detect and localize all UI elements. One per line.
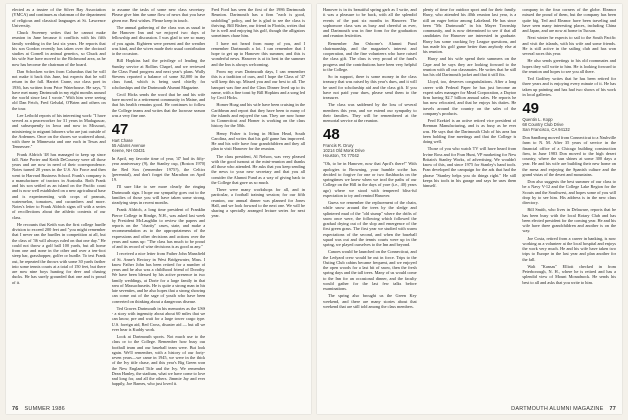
class-year-heading: 47 (111, 121, 129, 138)
issue-label: SUMMER 1986 (24, 406, 65, 412)
magazine-spread (6, 4, 622, 414)
address-line: Hart Chase (111, 138, 133, 143)
column-paragraph: Hanover is in its beautiful spring garb as I write, and it was a pleasure to be back, with all the splendid events of the past six months in Hanover. The sophomore class was as busy and cheerful as ever, and Dartmouth was in fine form for the graduation and reunion festivities. (323, 7, 417, 39)
column-paragraph: He also sends greetings to his old roommates and hopes they will write to him. He is looking forward to the reunion and hopes to see you all there. (522, 58, 617, 74)
right-col-1 (323, 7, 417, 403)
column-paragraph: "Oh, to be in Hanover, now that April's there!" With apologies to Browning, your humble scribe has decided to forgive for one or two flashbacks on the springtimes we knew when we trod the paths of our College on the Hill in the days of yore (i.e., 40) years ago) where we stood with tempered bliss-ful expectation to try and remind Hanover. (323, 161, 417, 198)
column-paragraph: The class was saddened by the loss of several members this year, and we extend our sympathy to their families. They will be remembered at the memorial service at the reunion. (323, 102, 417, 123)
column-paragraph: Don Sandberg moved from Connecticut to a Nashville farm to N. M. After 35 years of service in the financial office of a Chicago building construction firm, in June 1983 Don moved to the high desert country, where the sun shines at some 300 days a year. He and his wife are building their new home on the mesa and enjoying the Spanish culture and the grand vistas of the desert and mountains. (522, 135, 617, 177)
address-line: 68 Country Club Drive (522, 122, 564, 127)
right-col-3 (522, 7, 616, 403)
column-paragraph: Frank Aldrich '48 has managed to keep up since fall. Nate Porter and Keith DeCoursey were all those years and are now in need of their correspondence. Notes turned 20 years in the U.S. Air Force and then went to Harvard Business School. Frank's company is a manufacturer of tractors in Australia. Both Frank and his son settled as an island on the Pacific coast and is now well established on a new agricultural base and is experimenting with crops of peanuts, watermelon, tomatoes, and cucumbers and more. Notes's letter to Frank Aldrich signs off with a series of recollections about the athletic contests of our class. (12, 151, 106, 220)
column-paragraph: Don also suggests the best summer of our class to be a Navy V-12 and the College Lake Region for the Scouts and the Southwest, and hopes some of you will drop by to see him. His address is in the new class directory. (522, 179, 617, 205)
column-paragraph: Bill Smith, who lives in Delaware, reports that he has been busy with the local Rotary Club and has been elected president for the coming year. He and his wife have three grandchildren and another is on the way. (522, 207, 617, 234)
column-paragraph: Ferd Ezekiel is an active retired vice president of Brennan Manufacturing, and is as busy as he ever was. He says that the Dartmouth Club of his area has been holding fine meetings and that the College is doing well. (422, 118, 517, 144)
address-line: Keene, NH 03431 (111, 148, 145, 153)
column-paragraph: So in support, there is some money in the class treasury that was raised by this year's dues, and it will be used for scholarship aid and the class gift. If you have not paid your dues, please send them to the treasurer. (323, 74, 417, 100)
address-line: San Francisco, CA 94132 (522, 127, 570, 132)
column-paragraph: I have not heard from many of you, and I remember Dartmouth a lot. I can remember that I hope to get up to Hanover this summer, and this is wonderful news. Hanover is at its best in the summer and the Inn is always welcoming. (211, 40, 306, 67)
column-paragraph: Homer Hoag and his wife have been cruising in the Caribbean and report that they have been to many of the islands and enjoyed the sun. They are now home in Connecticut and Homer is working on the class history for the 50th. (211, 102, 306, 129)
column-paragraph: elected as a trustee of the Silver Bay Association (YMCA) and continues as chairman of the department of religious and classical languages at St. Lawrence University. (12, 7, 106, 28)
column-paragraph: Fred Ford has seen the first of the 1986 Dartmouth Reunion. Dartmouth has a firm "each is good, unfolding" policy, and he is glad to see the class is thriving. Bill Bisbee, our friend in Florida, writes that he is well and enjoying his golf, though the alligators sometimes chase him. (211, 7, 306, 39)
column-paragraph: I received a nice letter from Father John Mansfield of St. Anne's Rectory in West Bridgewater, Mass. I know Father John has been retired for a number of years and he also was a childhood friend of Dorothy. We have been blessed by his active presence in two family weddings, at Dorie for a large family in that area of Massachusetts. He is quite a strong man in his late seventies, and he also hopes that a strong showing can come out of the sage of youth who have been converted on thinking about a dangerous disease. (111, 251, 206, 304)
left-col-1 (12, 7, 106, 403)
column-paragraph: Frank Aldrich, a long time president of Franklin Pierce College in Rindge, N.H., was asked last week by President McLaughlin to review the papers and reports on the "charity" cases, state, and make a recommendation as to the appropriateness of the expressions and other decisions and actions over the years and sums up: "The class has much to be proud of and its record of wise decisions is as good as any." (111, 207, 206, 249)
class-year-heading: 49 (522, 100, 540, 117)
left-col-2 (112, 7, 206, 403)
column-paragraph: Harry and his wife spend their summers on the Cape and he says they are looking forward to the reunion with all our classmates. He writes that he still has his old Dartmouth jacket and that it still fits. (422, 56, 517, 77)
column-paragraph: Lee Leibold reports of his interesting work: "I have served as a peaceworker for 31 years in Madagascar, and subsequently in Iowa and now in Missouri, ministering to migrant laborers who are just outside of the Ardennes. Once on the shores we scattered about, with three in Minnesota and one each in Texas and Tennessee." (12, 112, 106, 150)
column-paragraph: Cecil Hicks sends the word that he and his wife have moved to a retirement community in Maine, and that his health remains good. He continues to follow the College teams and writes that the lacrosse season was a very fine one. (111, 91, 206, 118)
column-paragraph: Ted Godfrey writes that he has been retired for three years and is enjoying every minute of it. He has taken up painting and has had two shows of his work in local galleries. (522, 76, 617, 97)
column-paragraph: Joe Costa, retired from a career in banking, is now working as a volunteer at the local hospital and enjoys the work very much. He and his wife have taken two trips to Europe in the last year and plan another for the fall. (522, 235, 617, 262)
address-line: Quentin L. Kopp (522, 117, 553, 122)
magazine-title: DARTMOUTH ALUMNI MAGAZINE (511, 406, 604, 412)
page-number: 77 (609, 406, 616, 412)
column-paragraph: Look at Dartmouth sports. Not much use to the class or to the College. Remember how busy our football team and our baseball team were. But look again. We'll remember, with a history of our forty-seven years—we came in 1945, we were in the thick of the Ivy title chase, and this year's Big Green won the New England Title and the Ivy. We remember Dean Hanley, the stadium, what we have come to love and long for, and all the others. Jimmie Jay and ever happily, Joe Barnes, who just loved it. (111, 334, 206, 387)
column-paragraph: The annual gathering of the class was as usual in the Hanover Inn and we enjoyed two days of fellowship and discussion. I was glad to see so many of you again. Eighteen were present and the weather was kind, and the wives made their usual contribution to the occasion. (111, 24, 206, 56)
column-paragraph: The spring also brought us the Green Key weekend, and there are many stories about that weekend that are still told among the class members. (323, 293, 417, 309)
column-paragraph: Walt "Kansas" Elliott checked in from Peterborough, N. H., where he is retired and has a splendid view of Mount Monadnock. He sends his best to all and asks that you write to him. (522, 263, 617, 285)
address-line: Francis R. Drury (323, 143, 354, 149)
right-page-footer (511, 406, 616, 412)
column-paragraph: Henry Fisher is living in Hilton Head, South Carolina, and writes that his golf game has improved. He and his wife have four grandchildren and they all plan to visit Hanover for the reunion. (211, 130, 306, 152)
address-line: 55 Adams Avenue (111, 143, 146, 148)
class-secretary-address (522, 117, 616, 132)
left-col-3 (211, 7, 305, 403)
column-paragraph: Lloyd, too, deserves congratulations. After a long career with Federal Paper he has just become an expert sales manager for Mead Corporation, a Dayton firm having $2.7 billion annual sales. He reports he has now relocated, and that he enjoys his duties. He travels around the country on the sales of the company's products. (422, 79, 517, 116)
column-paragraph: Guess we remember the replacement of the chain, while snow around the trees by the sledge and splintered mud of the "old stump" where the drifts of snow once were, the following which followed the gradual drying out of the slop and emergence of the first green grass. The first year we studied with warm expectations of the second, and when the baseball squad was out and the tennis courts were up in the spring, we played ourselves to the Inn and beyond. (323, 200, 417, 247)
right-col-2 (423, 7, 517, 403)
page-number: 76 (12, 406, 19, 412)
column-paragraph: Bill Hopkins had the privilege of leading the Sunday service at Rollins Chapel, and we reviewed the Class Fund progress and next year's plans. Wally Stevens reported a balance of some $2,000 in the class fund, which is being used chiefly for scholarships and the Dartmouth Alumni Magazine. (111, 58, 206, 90)
address-line: 10214 Old Monk Drive (323, 148, 365, 154)
column-paragraph: plenty of time for outdoor sport and for their family. Harry, who attended his 40th reunion last year, is a still an eager bettor among Lakeland. He has since been "Mr. Dartmouth" in his Mayer Township community, and is now determined to see if that all candidates for Hanover are interested in graduate. Harry has some cracking Ivy League questions, and has made his golf game better than anybody else at his reunion. (422, 7, 517, 54)
column-paragraph: The class president, Al Nelson, was very pleased with the good turnout at the mini-reunion and thanks all those who attended. He asks that you keep sending the news to your new secretary and that you all consider the Alumni Fund as a way of giving back to the College that gave us so much. (211, 153, 306, 185)
column-paragraph: Next winter he expects to sail to the South Pacific and visit the islands, with his wife and some friends. He is still active in the sailing club and has won several races this year. (522, 35, 617, 56)
column-paragraph: Chuck Sweeney writes that he cannot make reunion in June because it conflicts with his fifth family wedding in the last six years. He reports that his son Gordon recently has taken over the doctoral studies at Cornell in animal genetics, so Chuck and his wife Sue have moved to the Richmond area, as he now has become the chairman of the board. (12, 30, 106, 67)
class-secretary-address (112, 138, 206, 153)
column-paragraph: to assume the tasks of some new class secretary. Please give him the same flow of news that you have given me. Best wishes. Please keep in touch. (111, 7, 206, 23)
class-year-heading: 48 (323, 126, 340, 144)
column-paragraph: I'll sure like to see more clearly the ringing Dartmouth sign. I hope our sympathy goes out to the families of those you will have taken some strong, steadying steps in recent months. (111, 184, 206, 205)
column-paragraph: Ted Graves Dartmouth in his memories as the USS - a story with ingenuity about about 60 miles that we can know, pre and wait for a large tower cargo type. U.S. foreign aid, Red Cross, disaster aid — but all we ever hear is Kuddy work. (111, 305, 206, 332)
column-paragraph: There were many workshops for all, and in particular, a football training session; for our fifth reunion, our annual dinner was planned for Jones Hall, and we look forward to the next one. We will be sharing a specially arranged lecture series for next year. (211, 187, 306, 219)
column-paragraph: Dan Schocken writes from Columbus that he will not make it back this June, but expects that he will return in the fall. Harriet Crane, our class poet in 1936, has written from Price Waterhouse. He says, "I have met many Dartmouth in my eight months around the world since last I wrote." With him were seeing old Dan Fetch, Fred Gelsdal, O'Brien and others on the tour. (12, 68, 106, 111)
left-page-footer (12, 406, 65, 412)
left-page (6, 4, 311, 414)
column-paragraph: In April, my favorite time of year, '47 had its fifty-year anniversary (9), the Stanley cup, (Boston 1970) the Red Sox (remember 1975?), the Celtics (perennial), and don't forget the Marathon on April 19. (111, 156, 206, 182)
right-page (317, 4, 622, 414)
column-paragraph: Remember Jim Osborne's Alumni Fund chairmanship, and the magazine's interest and cooperation, and the fine volunteers who have raised the class gift. The class is very proud of the fund's progress and the contributions have been very helpful to the College. (323, 40, 417, 72)
column-paragraph: He recounts that Keith was the first college hurdle division to exceed 200 feet and "you might remember that I never ran the hurdles in competition at all, but the class of '36 will always ruled on that one day." He could not throw a golf ball 100 yards, but all home from one and none in the other and over a ten-foot steep bar, grasshopper, golfer or hurdle. To test Frank out, he repeated the throws with some 30 yards farther into some tennis courts at a total of 150 feet, but there are now nine boys hunting for deer and chasing ducks. He has surely grounded that one and is proud of it. (12, 221, 106, 285)
column-paragraph: Canoes would be launched on the Connecticut, and the Ledyard crew would be out in force. Trips to the Outing Club cabins became frequent, and we enjoyed the open woods for a last bit of snow, then the fresh spring days and the tall trees. Many of us would come to the Inn for an occasional dinner, and the faculty would gather for the last few talks before examinations. (323, 249, 417, 291)
address-line: Houston, TX 77042 (323, 153, 360, 159)
column-paragraph: From my own Dartmouth days, I can remember this is a tradition of ours, and I hope the Class of '47 will keep this up. Missed you and our best to all. The banquet was fine and the Class Dinner lived up to its name, with a fine toast by Bill Hopkins and a song led by Cecil Hicks. (211, 68, 306, 100)
column-paragraph: company in the four corners of the globe. Eleanor missed the proud of them, but the company has been quite big. Ted and Eleanor have been traveling and have seen many interesting places, including China and Japan, and are now at home in Tucson. (522, 7, 617, 33)
column-paragraph: Those of you who watch TV will have heard from Irvine Ross and for Fran Hunt, VP marketing for New Britain's Stanley Works, of advertising. We wouldn't know of this, and since 1975 for Stanley's hand tools. Fran developed the campaign for the ads that had the phrase "Stanley helps you do things right." He still keeps his tools in his garage and says he uses them himself. (422, 146, 517, 188)
class-secretary-address (323, 143, 417, 158)
